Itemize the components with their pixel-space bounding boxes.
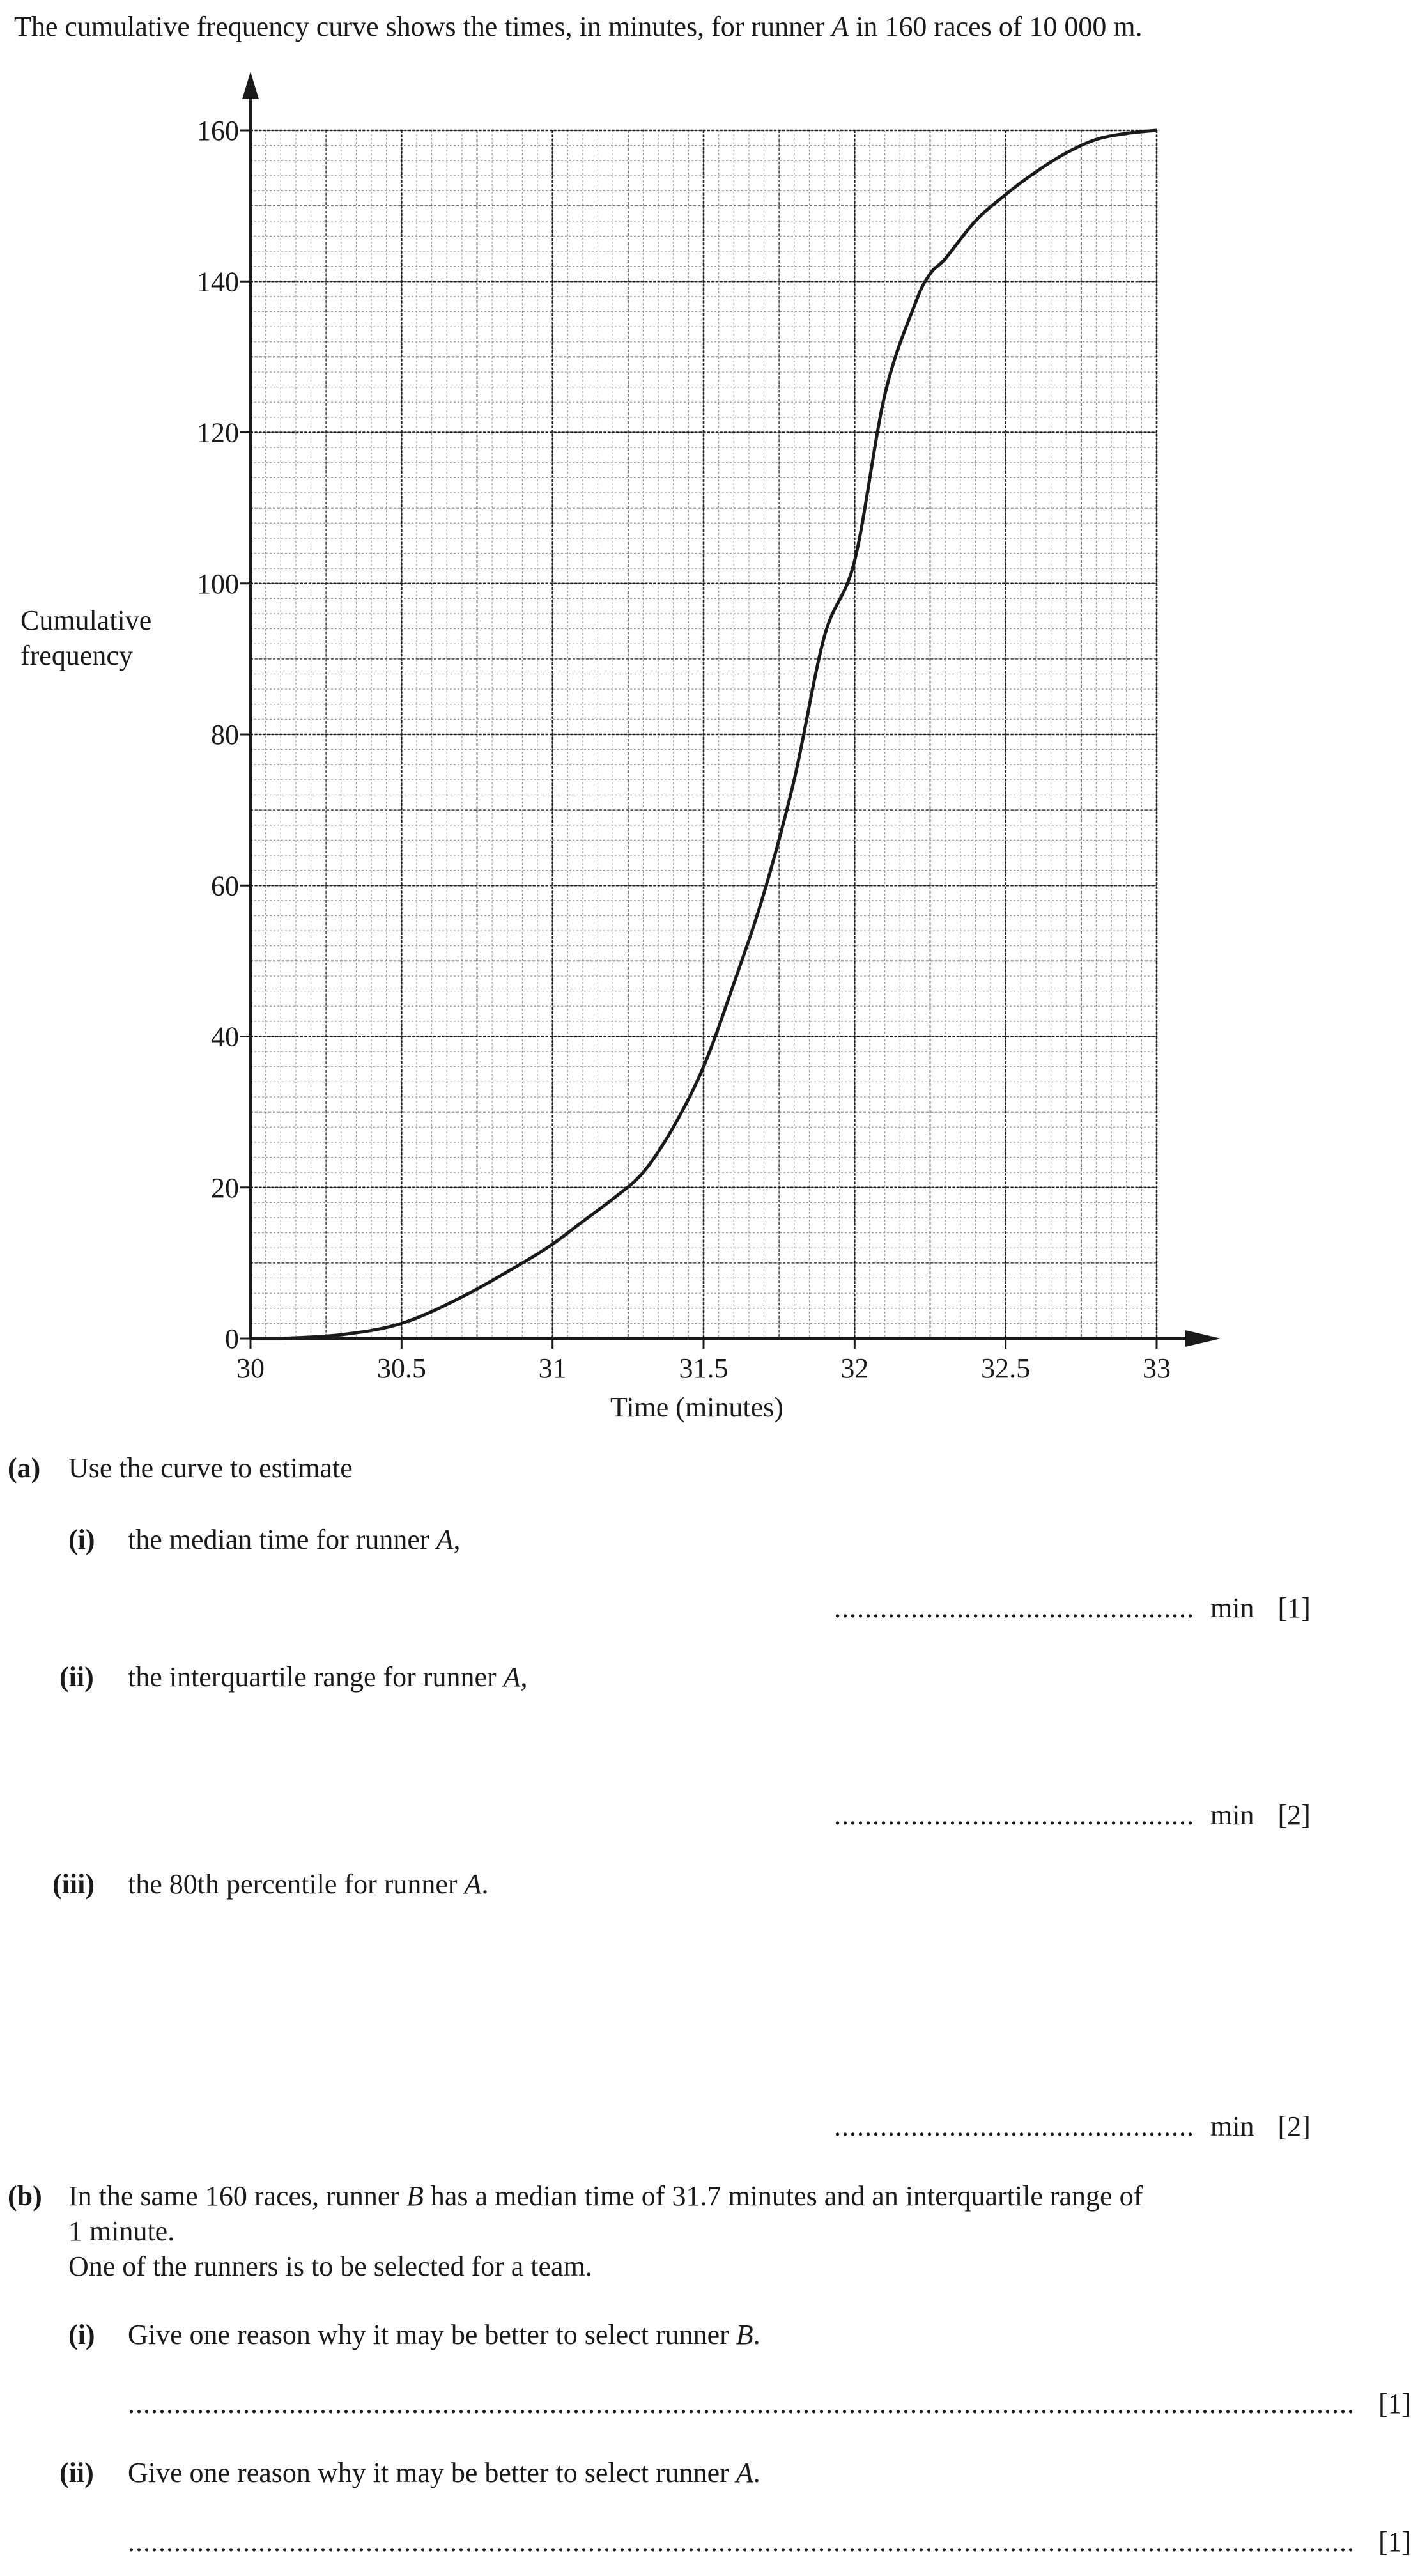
answer-dots[interactable]: ................................................................................................................................................................	[128, 2388, 1355, 2419]
marks: [2]	[1277, 2111, 1311, 2142]
question-text-part: Give one reason why it may be better to select runner	[128, 2319, 736, 2350]
question-a-i-label: (i)	[68, 1524, 95, 1555]
question-b-line1	[68, 2180, 1143, 2214]
question-text-part: the interquartile range for runner	[128, 1661, 504, 1693]
question-text-part: has a median time of 31.7 minutes and an interquartile range of	[423, 2180, 1143, 2212]
y-tick-label: 40	[211, 1021, 239, 1053]
y-tick-label: 0	[225, 1323, 239, 1354]
x-axis-arrow	[1185, 1330, 1221, 1347]
question-runner: A	[503, 1661, 521, 1693]
question-text-part: .	[753, 2457, 760, 2488]
question-a-ii-label: (ii)	[59, 1661, 94, 1693]
question-b-ii-label: (ii)	[59, 2457, 94, 2488]
x-tick-label: 30	[236, 1353, 265, 1384]
y-axis-arrow	[242, 72, 259, 99]
intro-text-part: in 160 races of 10 000 m.	[849, 11, 1143, 42]
y-tick-label: 140	[197, 266, 239, 298]
answer-line-b-i[interactable]	[128, 2387, 1411, 2421]
marks: [1]	[1378, 2388, 1411, 2419]
y-axis-label-line2: frequency	[20, 640, 133, 671]
y-tick-label: 100	[197, 568, 239, 600]
answer-line-a-ii[interactable]	[834, 1799, 1311, 1833]
answer-line-a-iii[interactable]	[834, 2110, 1311, 2144]
question-runner: A	[736, 2457, 753, 2488]
question-b-i-label: (i)	[68, 2319, 95, 2350]
question-b-i-text	[128, 2318, 760, 2352]
question-a-label: (a)	[8, 1452, 41, 1484]
question-text-part: the 80th percentile for runner	[128, 1868, 465, 1900]
question-runner: B	[736, 2319, 753, 2350]
question-runner: A	[436, 1524, 454, 1555]
question-a-ii-text	[128, 1661, 528, 1695]
x-tick-label: 32.5	[981, 1353, 1031, 1384]
question-text-part: .	[753, 2319, 760, 2350]
marks: [1]	[1378, 2526, 1411, 2557]
question-a-iii-text	[128, 1868, 488, 1902]
answer-dots[interactable]: ...............................................	[834, 1592, 1194, 1624]
question-a-i-text	[128, 1523, 461, 1557]
question-text-part: Give one reason why it may be better to select runner	[128, 2457, 736, 2488]
x-tick-label: 31.5	[679, 1353, 729, 1384]
y-tick-label: 20	[211, 1172, 239, 1204]
question-text-part: the median time for runner	[128, 1524, 436, 1555]
question-b-line3: One of the runners is to be selected for a team.	[68, 2251, 592, 2282]
y-tick-label: 80	[211, 719, 239, 750]
answer-dots[interactable]: ...............................................	[834, 2111, 1194, 2142]
question-a-text: Use the curve to estimate	[68, 1452, 353, 1484]
answer-dots[interactable]: ...............................................	[834, 1799, 1194, 1831]
y-tick-label: 60	[211, 870, 239, 902]
answer-unit: min	[1210, 1799, 1254, 1831]
answer-dots[interactable]: ................................................................................................................................................................	[128, 2526, 1355, 2557]
answer-unit: min	[1210, 2111, 1254, 2142]
question-text-part: ,	[520, 1661, 528, 1693]
marks: [1]	[1277, 1592, 1311, 1624]
x-tick-label: 33	[1143, 1353, 1171, 1384]
question-runner: A	[464, 1868, 482, 1900]
y-tick-label: 160	[197, 115, 239, 146]
answer-line-a-i[interactable]	[834, 1592, 1311, 1626]
question-a-iii-label: (iii)	[52, 1868, 95, 1900]
y-axis-label-line1: Cumulative	[20, 605, 152, 636]
marks: [2]	[1277, 1799, 1311, 1831]
question-text-part: ,	[453, 1524, 461, 1555]
graph-grid	[251, 130, 1157, 1338]
x-axis-label: Time (minutes)	[610, 1392, 783, 1423]
answer-line-b-ii[interactable]	[128, 2526, 1411, 2559]
question-b-label: (b)	[8, 2180, 42, 2212]
answer-unit: min	[1210, 1592, 1254, 1624]
x-tick-label: 30.5	[376, 1353, 426, 1384]
intro-text-part: The cumulative frequency curve shows the times, in minutes, for runner	[14, 11, 832, 42]
x-tick-label: 31	[538, 1353, 567, 1384]
question-text-part: .	[481, 1868, 489, 1900]
question-text-part: In the same 160 races, runner	[68, 2180, 407, 2212]
question-b-ii-text	[128, 2456, 760, 2490]
x-tick-label: 32	[840, 1353, 869, 1384]
question-runner: B	[406, 2180, 424, 2212]
y-tick-label: 120	[197, 417, 239, 449]
intro-runner: A	[831, 11, 849, 42]
question-b-line2: 1 minute.	[68, 2215, 175, 2247]
